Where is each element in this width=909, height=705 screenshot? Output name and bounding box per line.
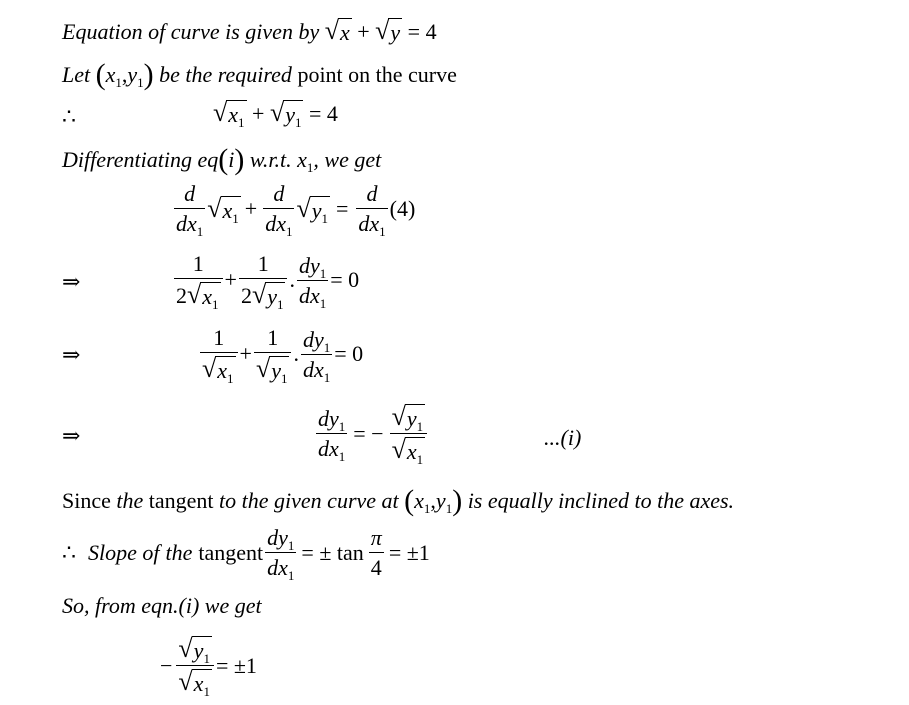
equation-label: ...(i): [544, 425, 582, 450]
fraction-d-dx1: $\frac{d}{dx_1}$: [265, 181, 293, 240]
line-step-1: 1 2 √ $x_1$ + 1 2 √ $y_1$ . $\frac{dy_1}{dx_1}$ = 0: [176, 251, 360, 313]
implies-symbol: ⇒: [62, 423, 81, 448]
line-from-eqn: So, from eqn.(i) we get: [62, 593, 262, 618]
therefore-symbol: ∴: [62, 104, 76, 129]
line-derivative-setup: $\frac{d}{dx_1}$ √ $x_1$ + $\frac{d}{dx_1}$ √ $y_1$ = $\frac{d}{dx_1}$ (4): [176, 181, 416, 240]
line-equation-of-curve: Equation of curve is given by √ x + √ y = 4: [62, 16, 437, 45]
line-slope-of-tangent: ∴ Slope of the tangent $\frac{dy_1}{dx_1}$ = ± tan $\frac{\pi}{4}$ = ±1: [62, 525, 430, 584]
fraction-d-dx1: $\frac{d}{dx_1}$: [358, 181, 386, 240]
line-curve-at-point: √ $x_1$ + √ $y_1$ = 4: [213, 98, 338, 130]
sqrt-x: √ x: [324, 16, 350, 45]
line-step-2: 1 √ $x_1$ + 1 √ $y_1$ . $\frac{dy_1}{dx_1}$ = 0: [202, 325, 364, 387]
line-let-point: Let $(x_1,y_1)$ be the required point on the curve: [62, 58, 457, 91]
implies-symbol: ⇒: [62, 342, 81, 367]
fraction-d-dx1: $\frac{d}{dx_1}$: [176, 181, 204, 240]
line-slope-result: $\frac{dy_1}{dx_1}$ = − √ $y_1$ √ $x_1$: [314, 404, 429, 463]
line-since-tangent: Since the tangent to the given curve at $(x_1,y_1)$ is equally inclined to the axes.: [62, 484, 735, 517]
sqrt-y: √ y: [375, 16, 401, 45]
line-final: − √ $y_1$ √ $x_1$ = ±1: [160, 634, 257, 700]
line-differentiating: Differentiating eq(i) w.r.t. $x_1$, we get: [62, 143, 382, 176]
implies-symbol: ⇒: [62, 269, 81, 294]
